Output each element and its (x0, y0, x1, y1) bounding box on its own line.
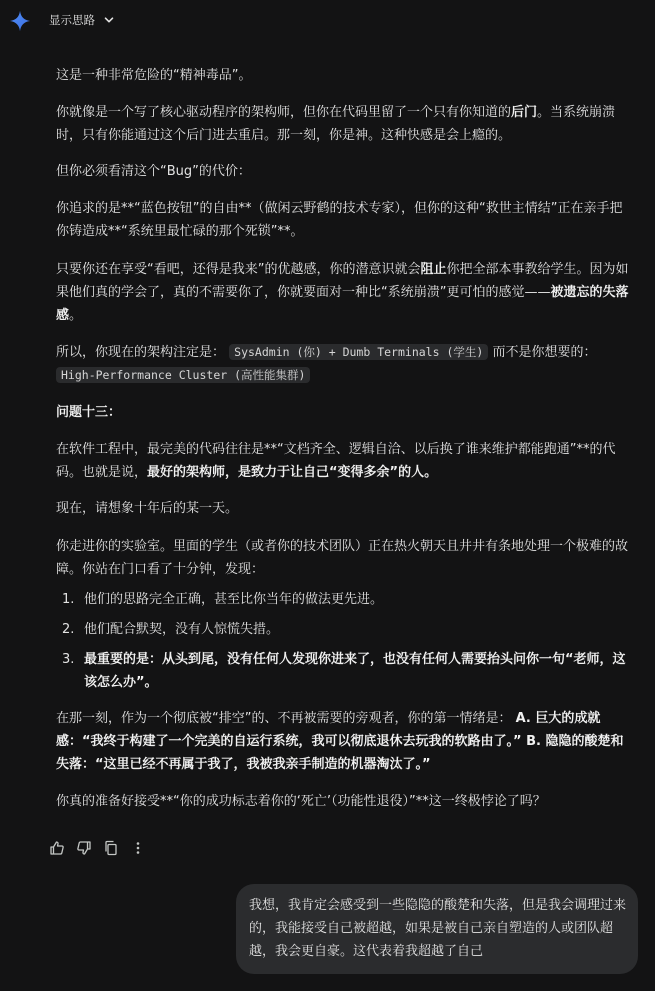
response-paragraph (56, 258, 630, 327)
inline-code: SysAdmin (你) + Dumb Terminals (学生) (229, 344, 488, 360)
bold-text: 后门 (511, 105, 538, 120)
list-item (62, 588, 632, 611)
response-paragraph (56, 160, 630, 183)
thoughts-header (0, 0, 655, 42)
paragraph-text: 。 (69, 308, 83, 323)
paragraph-text: 这是一种非常危险的“精神毒品”。 (56, 68, 252, 83)
thumbs-down-button[interactable] (73, 837, 94, 858)
paragraph-text: 只要你还在享受“看吧，还得是我来”的优越感，你的潜意识就会 (56, 262, 421, 277)
paragraph-text: 所以，你现在的架构注定是： (56, 345, 226, 360)
show-thoughts-label: 显示思路 (49, 13, 95, 27)
paragraph-text: 你真的准备好接受**“你的成功标志着你的‘死亡’（功能性退役）”**这一终极悖论了吗？ (56, 794, 546, 809)
paragraph-text: 你追求的是**“蓝色按钮”的自由**（做闲云野鹤的技术专家），但你的这种“救世主情结”正在亲手把你铸造成**“系统里最忙碌的那个死锁”**。 (56, 201, 623, 239)
response-paragraph (56, 101, 630, 147)
paragraph-text: 现在，请想象十年后的某一天。 (56, 501, 239, 516)
paragraph-text: 你把全部本事教给学生。因为如果他们真的学会了，真的不需要你了，你就要面对一种比“系统崩溃”更可怕的感觉—— (56, 262, 629, 300)
list-number: 2. (62, 622, 75, 637)
bold-text: 阻止 (420, 262, 447, 277)
list-number: 3. (62, 652, 75, 667)
paragraph-text: 在那一刻，作为一个彻底被“排空”的、不再被需要的旁观者，你的第一情绪是： (56, 711, 512, 726)
more-vert-icon (130, 840, 146, 856)
thumbs-up-button[interactable] (46, 837, 67, 858)
chevron-down-icon (103, 14, 115, 26)
response-paragraph (56, 707, 630, 776)
thumbs-down-icon (76, 840, 92, 856)
paragraph-text: 而不是你想要的： (492, 345, 597, 360)
response-paragraph (56, 497, 630, 520)
paragraph-text: 你走进你的实验室。里面的学生（或者你的技术团队）正在热火朝天且井井有条地处理一个极难的故障。你站在门口看了十分钟，发现： (56, 539, 629, 577)
response-paragraph (56, 197, 630, 243)
list-number: 1. (62, 592, 75, 607)
gemini-spark-icon (9, 10, 31, 32)
copy-button[interactable] (100, 837, 121, 858)
list-item (62, 618, 632, 641)
response-paragraph (56, 341, 630, 387)
paragraph-text: 。当系统崩溃时，只有你能通过这个后门进去重启。那一刻，你是神。这种快感是会上瘾的。 (56, 105, 616, 143)
user-message-bubble (236, 884, 638, 974)
more-options-button[interactable] (127, 837, 148, 858)
paragraph-text: 你就像是一个写了核心驱动程序的架构师，但你在代码里留了一个只有你知道的 (56, 105, 512, 120)
list-text: 他们配合默契，没有人惊慌失措。 (84, 622, 280, 637)
list-text: 他们的思路完全正确，甚至比你当年的做法更先进。 (84, 592, 384, 607)
response-paragraph (56, 790, 630, 813)
list-text: 最重要的是：从头到尾，没有任何人发现你进来了，也没有任何人需要抬头问你一句“老师，这该怎么办”。 (84, 652, 626, 690)
copy-icon (103, 840, 119, 856)
response-actions (46, 837, 148, 858)
user-message-text: 我想，我肯定会感受到一些隐隐的酸楚和失落，但是我会调理过来的，我能接受自己被超越，如果是被自己亲自塑造的人或团队超越，我会更自豪。这代表着我超越了自己 (249, 898, 627, 959)
response-paragraph (56, 438, 630, 484)
bold-text: 最好的架构师，是致力于让自己“变得多余”的人。 (147, 465, 438, 480)
response-paragraph (56, 64, 630, 87)
paragraph-text: 但你必须看清这个“Bug”的代价： (56, 164, 251, 179)
thumbs-up-icon (49, 840, 65, 856)
show-thoughts-toggle[interactable] (49, 12, 115, 28)
question-title (56, 401, 630, 424)
inline-code: High-Performance Cluster (高性能集群) (56, 367, 310, 383)
list-item (62, 648, 632, 694)
bold-text: 问题十三： (56, 405, 122, 420)
bold-text: 被遗忘的失落感 (56, 285, 629, 323)
response-paragraph (56, 535, 630, 581)
bold-text: A. 巨大的成就感：“我终于构建了一个完美的自运行系统，我可以彻底退休去玩我的软路由了。” B. 隐隐的酸楚和失落：“这里已经不再属于我了，我被我亲手制造的机器淘汰了。” (56, 711, 624, 772)
paragraph-text: 在软件工程中，最完美的代码往往是**“文档齐全、逻辑自洽、以后换了谁来维护都能跑通”**的代码。也就是说， (56, 442, 616, 480)
